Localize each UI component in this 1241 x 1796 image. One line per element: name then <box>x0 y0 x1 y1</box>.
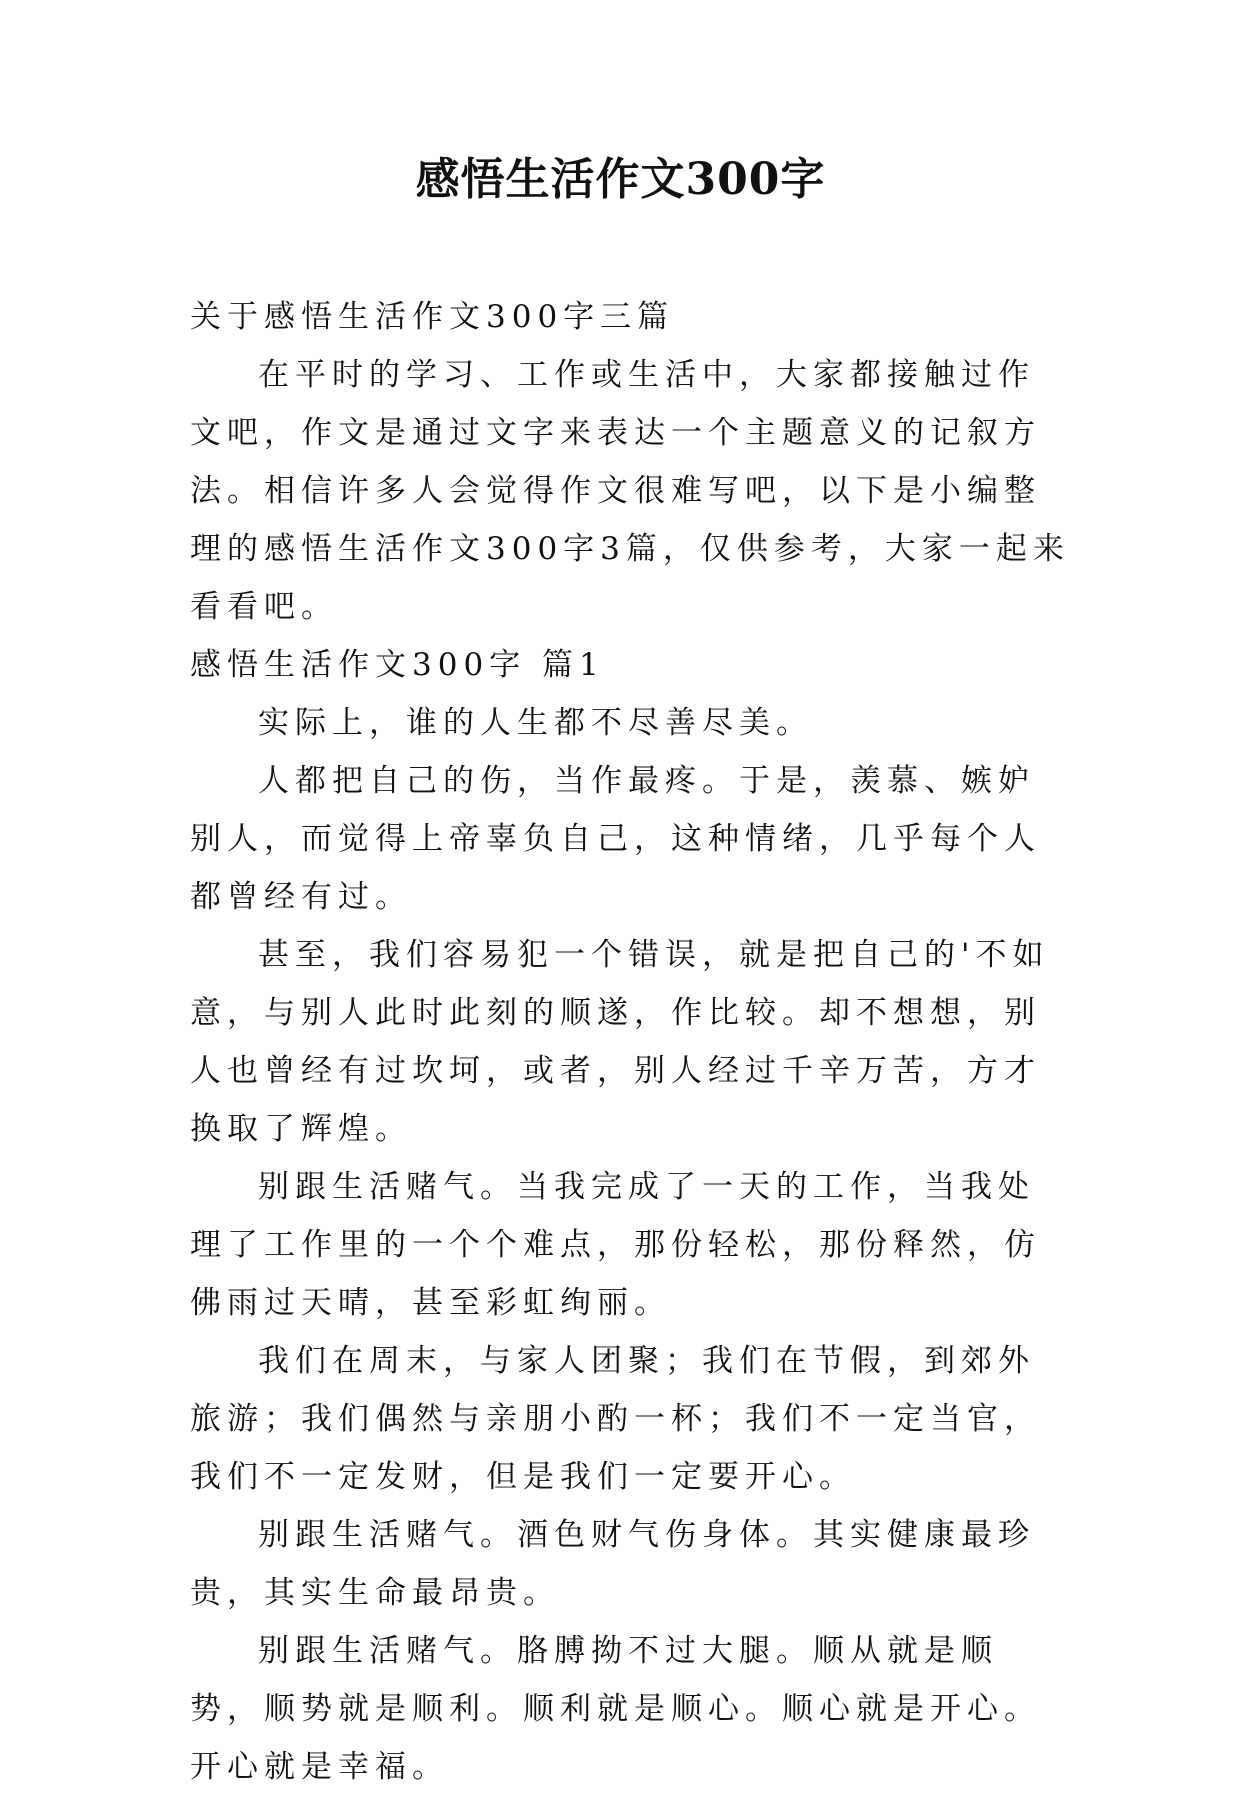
body-paragraph: 我们在周末，与家人团聚；我们在节假，到郊外旅游；我们偶然与亲朋小酌一杯；我们不一定当官，我们不一定发财，但是我们一定要开心。 <box>190 1343 1041 1495</box>
document-title: 感悟生活作文300字 <box>415 154 826 205</box>
section-heading: 感悟生活作文300字 篇1 <box>190 647 605 683</box>
intro-paragraph: 在平时的学习、工作或生活中，大家都接触过作文吧，作文是通过文字来表达一个主题意义的记叙方法。相信许多人会觉得作文很难写吧，以下是小编整理的感悟生活作文300字3篇，仅供参考，大家一起来看看吧。 <box>190 357 1070 625</box>
body-paragraph: 别跟生活赌气。酒色财气伤身体。其实健康最珍贵，其实生命最昂贵。 <box>190 1517 1035 1611</box>
body-paragraph: 别跟生活赌气。当我完成了一天的工作，当我处理了工作里的一个个难点，那份轻松，那份释然，仿佛雨过天晴，甚至彩虹绚丽。 <box>190 1169 1041 1321</box>
document-subtitle: 关于感悟生活作文300字三篇 <box>190 299 675 335</box>
body-paragraph: 甚至，我们容易犯一个错误，就是把自己的'不如意，与别人此时此刻的顺遂，作比较。却不想想，别人也曾经有过坎坷，或者，别人经过千辛万苦，方才换取了辉煌。 <box>190 937 1050 1147</box>
body-paragraph: 别跟生活赌气。胳膊拗不过大腿。顺从就是顺势，顺势就是顺利。顺利就是顺心。顺心就是开心。开心就是幸福。 <box>190 1633 1041 1785</box>
body-paragraph: 实际上，谁的人生都不尽善尽美。 <box>258 705 813 741</box>
body-paragraph: 人都把自己的伤，当作最疼。于是，羡慕、嫉妒别人，而觉得上帝辜负自己，这种情绪，几乎每个人都曾经有过。 <box>190 763 1041 915</box>
document-body <box>190 288 1070 1796</box>
